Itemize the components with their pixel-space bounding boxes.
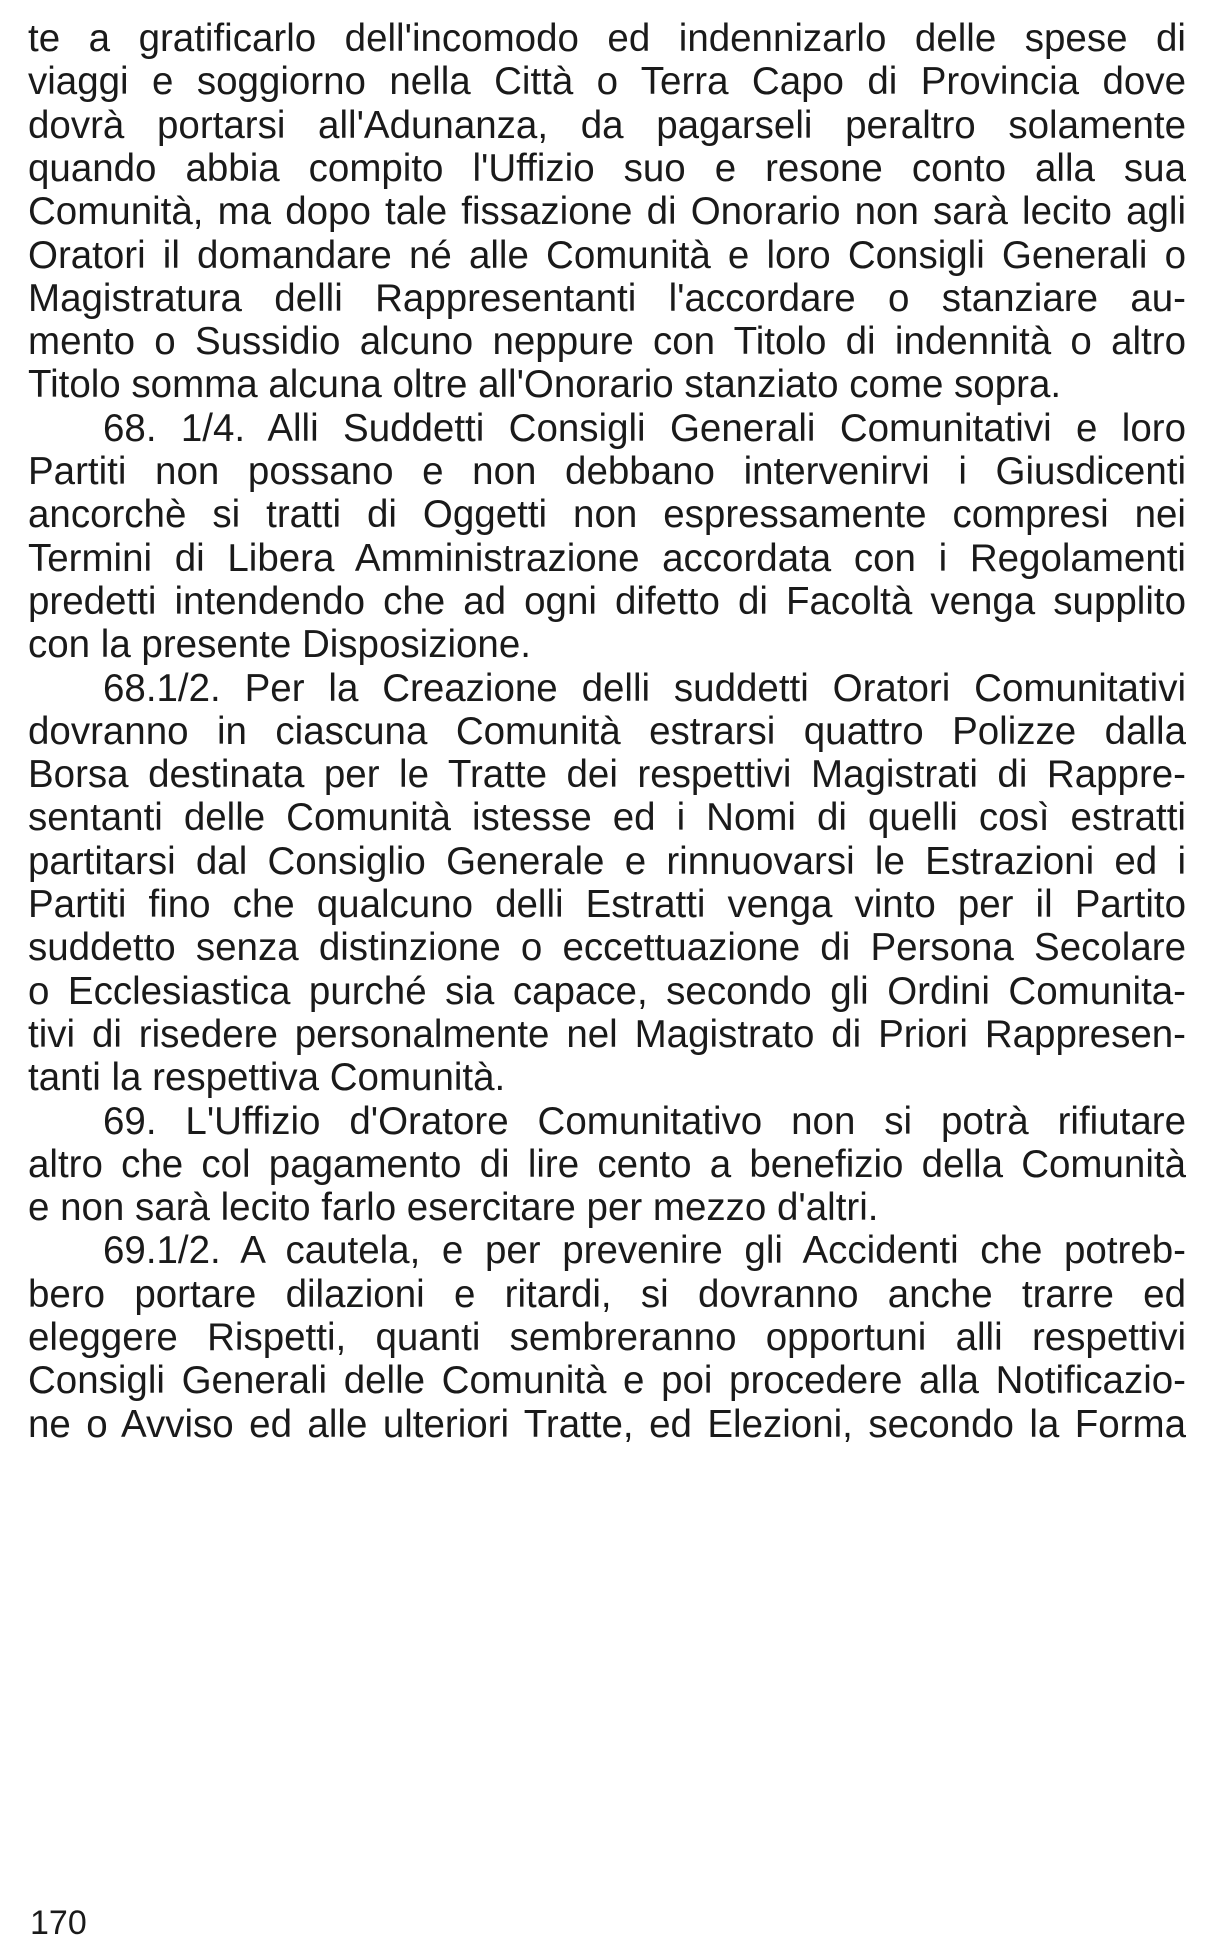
text-line: Termini di Libera Amministrazione accordata con i Regolamenti — [28, 536, 1186, 580]
text-line: Magistratura delli Rappresentanti l'accordare o stanziare au- — [28, 276, 1186, 320]
text-line: tanti la respettiva Comunità. — [28, 1056, 506, 1100]
text-line: con la presente Disposizione. — [28, 623, 531, 667]
text-line: 69.1/2. A cautela, e per prevenire gli Accidenti che potreb- — [103, 1229, 1186, 1273]
text-line: o Ecclesiastica purché sia capace, secondo gli Ordini Comunita- — [28, 969, 1186, 1013]
text-line: suddetto senza distinzione o eccettuazione di Persona Secolare — [28, 926, 1186, 970]
text-line: Titolo somma alcuna oltre all'Onorario stanziato come sopra. — [28, 363, 1062, 407]
text-line: Partiti non possano e non debbano intervenirvi i Giusdicenti — [28, 450, 1186, 493]
text-line: dovranno in ciascuna Comunità estrarsi quattro Polizze dalla — [28, 709, 1186, 753]
text-line: 68. 1/4. Alli Suddetti Consigli Generali Comunitativi e loro — [103, 406, 1186, 450]
text-line: eleggere Rispetti, quanti sembreranno opportuni alli respettivi — [28, 1316, 1186, 1359]
text-line: sentanti delle Comunità istesse ed i Nomi di quelli così estratti — [28, 796, 1186, 840]
text-line: mento o Sussidio alcuno neppure con Titolo di indennità o altro — [28, 320, 1186, 364]
text-line: tivi di risedere personalmente nel Magistrato di Priori Rappresen- — [28, 1012, 1186, 1056]
text-line: 68.1/2. Per la Creazione delli suddetti Oratori Comunitativi — [103, 666, 1186, 710]
text-line: Oratori il domandare né alle Comunità e loro Consigli Generali o — [28, 233, 1186, 277]
text-line: Partiti fino che qualcuno delli Estratti venga vinto per il Partito — [28, 883, 1186, 926]
text-line: Borsa destinata per le Tratte dei respettivi Magistrati di Rappre- — [28, 753, 1186, 797]
text-line: predetti intendendo che ad ogni difetto di Facoltà venga supplito — [28, 579, 1186, 623]
text-line: bero portare dilazioni e ritardi, si dovranno anche trarre ed — [28, 1272, 1186, 1316]
text-line: ne o Avviso ed alle ulteriori Tratte, ed Elezioni, secondo la Forma — [28, 1402, 1186, 1446]
text-line: viaggi e soggiorno nella Città o Terra Capo di Provincia dove — [28, 60, 1186, 104]
text-line: altro che col pagamento di lire cento a benefizio della Comunità — [28, 1142, 1186, 1186]
text-line: partitarsi dal Consiglio Generale e rinnuovarsi le Estrazioni ed i — [28, 839, 1186, 883]
text-line: Comunità, ma dopo tale fissazione di Onorario non sarà lecito agli — [28, 190, 1186, 234]
text-line: 69. L'Uffizio d'Oratore Comunitativo non si potrà rifiutare — [103, 1099, 1186, 1143]
text-line: e non sarà lecito farlo esercitare per mezzo d'altri. — [28, 1186, 879, 1230]
text-line: quando abbia compito l'Uffizio suo e resone conto alla sua — [28, 146, 1186, 190]
page-number: 170 — [30, 1904, 87, 1942]
text-line: dovrà portarsi all'Adunanza, da pagarseli peraltro solamente — [28, 103, 1186, 147]
text-line: Consigli Generali delle Comunità e poi procedere alla Notificazio- — [28, 1359, 1186, 1403]
text-line: te a gratificarlo dell'incomodo ed indennizarlo delle spese di — [28, 17, 1186, 60]
text-line: ancorchè si tratti di Oggetti non espressamente compresi nei — [28, 493, 1186, 537]
